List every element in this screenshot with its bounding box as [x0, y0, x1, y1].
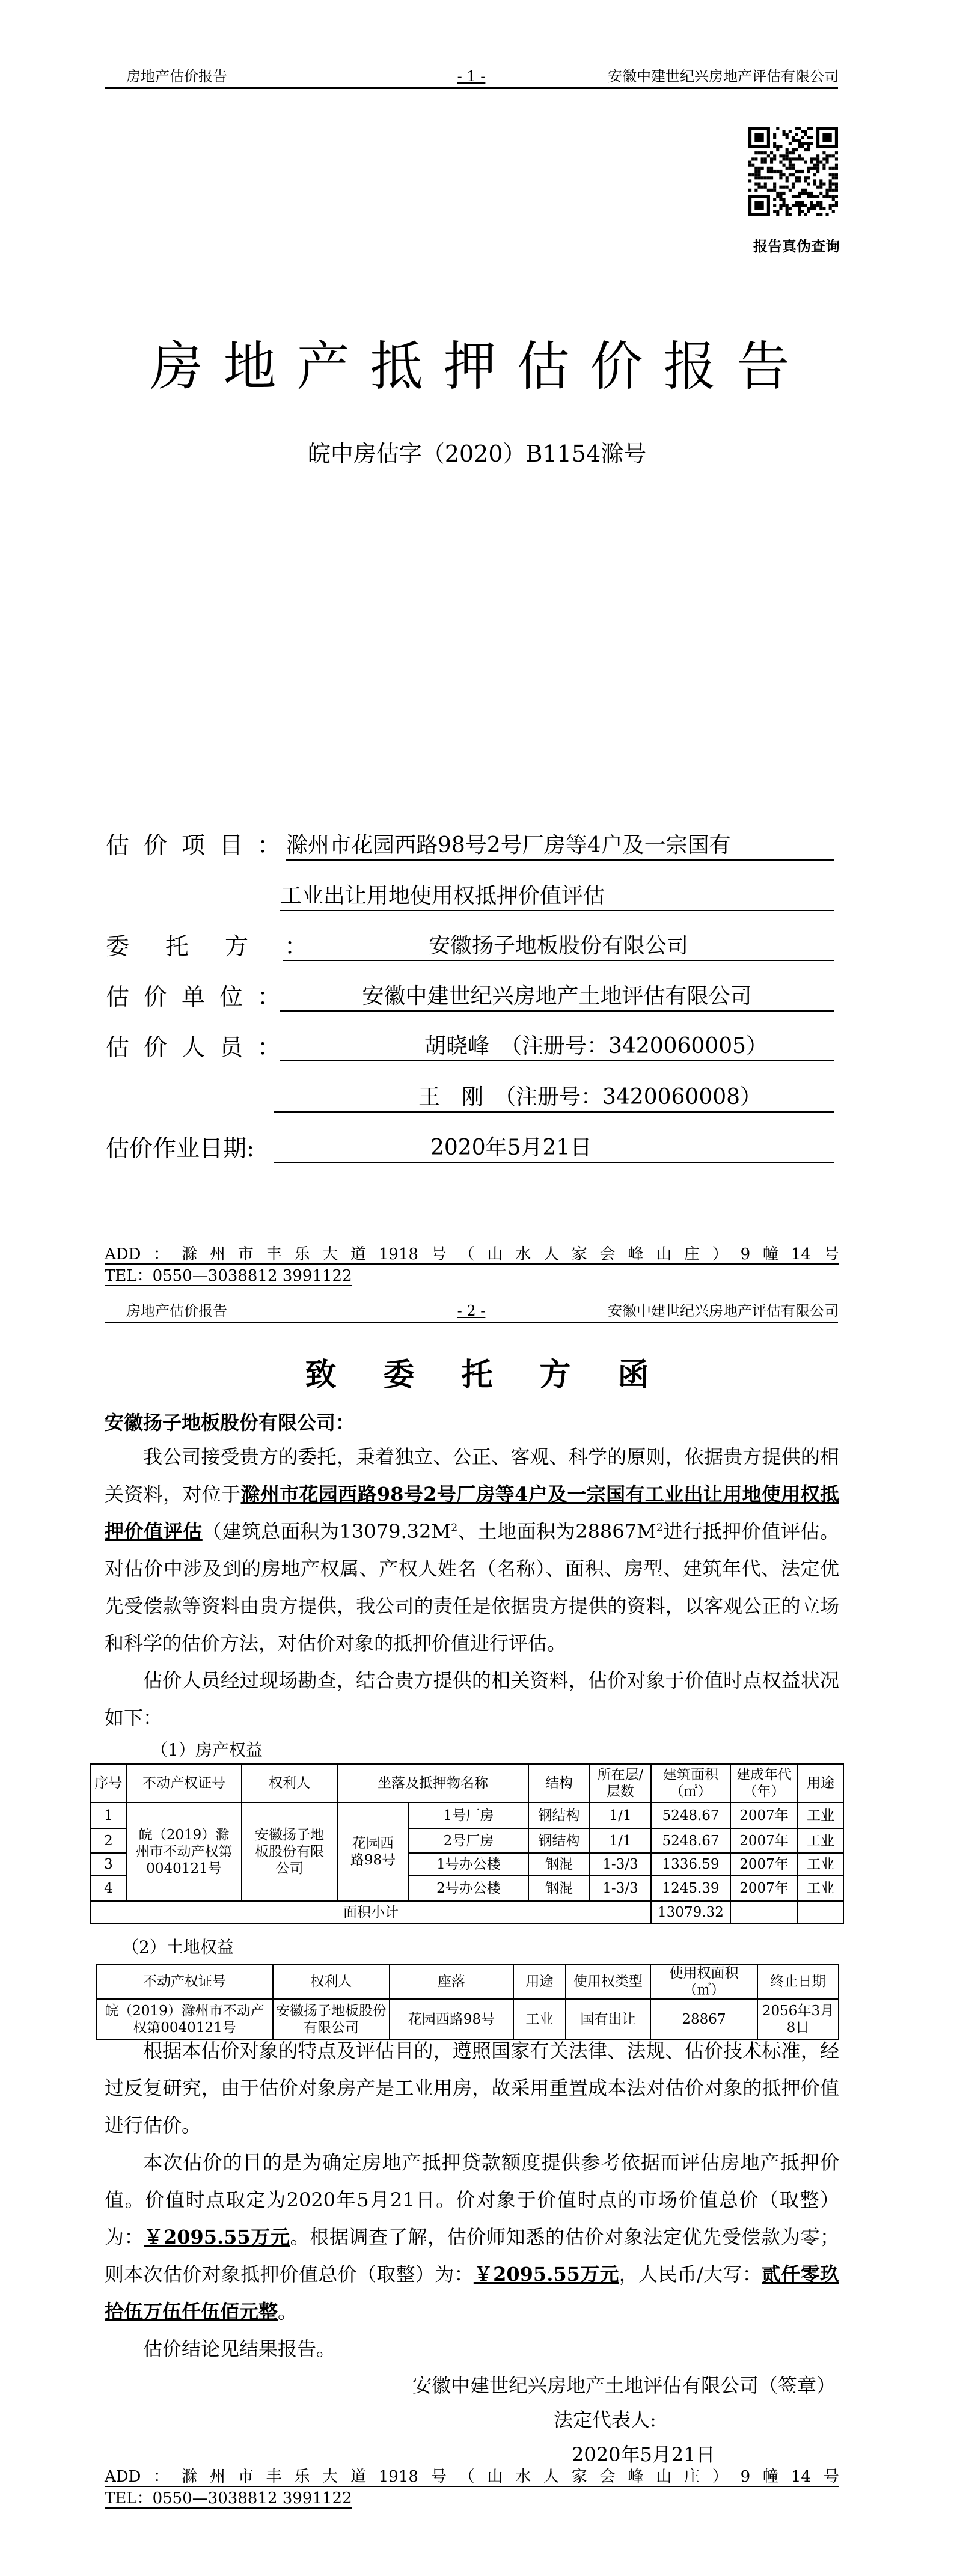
cell: 钢混	[528, 1853, 590, 1876]
table-row	[91, 1802, 843, 1828]
cell: 钢结构	[528, 1828, 590, 1853]
cell: 安徽扬子地板股份有限公司	[273, 1999, 390, 2039]
address-part: 会	[599, 2468, 616, 2486]
header-right: 安徽中建世纪兴房地产评估有限公司	[608, 1302, 839, 1319]
report-title: 房地产抵押估价报告	[150, 335, 810, 397]
cell: 钢结构	[528, 1802, 590, 1828]
header-cell: 座落	[390, 1964, 513, 1999]
text: （建筑总面积为13079.32M	[202, 1520, 451, 1543]
mortgage-value: ￥2095.55万元	[473, 2263, 619, 2286]
cell: 国有出让	[566, 1999, 650, 2039]
address-part: 号	[430, 1245, 447, 1263]
cell: 2007年	[730, 1802, 798, 1828]
legal-representative: 法定代表人:	[554, 2408, 656, 2431]
staff-value-1: 胡晓峰 （注册号：3420060005）	[280, 1033, 834, 1061]
paragraph-intro	[105, 1438, 839, 1662]
table-header-row	[91, 1764, 843, 1802]
paragraph-conclusion: 估价结论见结果报告。	[143, 2337, 336, 2360]
header-cell: 权利人	[273, 1964, 390, 1999]
cell: 工业	[798, 1802, 843, 1828]
text: 进行抵押价值评估。对估价中涉及到的房地产权属、产权人姓名（名称）、面积、房型、建筑年代、法定优先受偿款等资料由贵方提供，我公司的责任是依据贵方提供的资料，以客观公正的立场和科学的估价方法，对估价对象的抵押价值进行评估。	[105, 1520, 839, 1655]
cell: 28867	[650, 1999, 757, 2039]
address-part: 庄	[684, 2468, 700, 2486]
address-part: （	[459, 2468, 475, 2486]
address-part: 市	[237, 1245, 254, 1263]
date-value: 2020年5月21日	[274, 1134, 834, 1163]
cell: 2007年	[730, 1853, 798, 1876]
project-value-line1: 滁州市花园西路98号2号厂房等4户及一宗国有	[286, 832, 834, 861]
address-part: 市	[237, 2468, 254, 2486]
address-part: 号	[823, 1245, 839, 1263]
cell: 2号办公楼	[409, 1876, 528, 1901]
cell: 2	[91, 1828, 126, 1853]
text: 、土地面积为28867M	[457, 1520, 656, 1543]
cell: 3	[91, 1853, 126, 1876]
address-part: 丰	[266, 2468, 282, 2486]
header-right: 安徽中建世纪兴房地产评估有限公司	[608, 68, 839, 85]
page-number: - 1 -	[457, 68, 486, 85]
address-part: ：	[153, 2468, 170, 2486]
address-part: （	[459, 1245, 475, 1263]
superscript: 2	[451, 1522, 458, 1534]
address-part: 9	[740, 1245, 751, 1263]
project-label: 估价项目：	[106, 832, 296, 859]
subtotal-label: 面积小计	[91, 1901, 651, 1924]
cell: 工业	[798, 1828, 843, 1853]
cell: 工业	[513, 1999, 566, 2039]
paragraph-survey: 估价人员经过现场勘查，结合贵方提供的相关资料，估价对象于价值时点权益状况如下：	[105, 1669, 839, 1729]
unit-value: 安徽中建世纪兴房地产土地评估有限公司	[280, 983, 834, 1012]
address-part: 家	[571, 2468, 587, 2486]
address-part: 滁	[182, 2468, 198, 2486]
header-cell: 用途	[798, 1764, 843, 1802]
address-part: ADD	[105, 1245, 141, 1263]
header-left: 房地产估价报告	[126, 68, 227, 85]
staff-label: 估价人员：	[106, 1034, 296, 1061]
house-rights-table	[90, 1763, 844, 1924]
cell: 工业	[798, 1853, 843, 1876]
value-in-words: 贰仟零玖拾伍万伍仟伍佰元整	[105, 2263, 839, 2323]
report-number: 皖中房估字（2020）B1154滁号	[307, 441, 647, 467]
land-rights-table	[96, 1964, 839, 2040]
address-part: 水	[515, 2468, 531, 2486]
header-cell: 权利人	[242, 1764, 337, 1802]
address-part: 会	[599, 1245, 616, 1263]
address-part: 乐	[294, 1245, 310, 1263]
cert-cell: 皖（2019）滁州市不动产权第0040121号	[126, 1802, 242, 1901]
owner-cell: 安徽扬子地板股份有限公司	[242, 1802, 337, 1901]
address-part: 家	[571, 1245, 587, 1263]
address-part: 人	[543, 1245, 559, 1263]
cell: 2056年3月8日	[757, 1999, 839, 2039]
page-number: - 2 -	[457, 1302, 486, 1319]
address-part: 山	[656, 2468, 672, 2486]
client-value: 安徽扬子地板股份有限公司	[283, 932, 834, 961]
header-cell: 坐落及抵押物名称	[337, 1764, 528, 1802]
header-cell: 不动产权证号	[126, 1764, 242, 1802]
cell: 1	[91, 1802, 126, 1828]
cell: 2007年	[730, 1876, 798, 1901]
letter-title: 致委托方函	[305, 1357, 696, 1393]
text: 。根据调查了解，估价师知悉的估价对象法定优先受偿款为零；则本次估价对象抵押价值总价（取整）为：	[105, 2226, 839, 2286]
project-name: 滁州市花园西路98号2号厂房等4户及一宗国有工业出让用地使用权抵押价值评估	[105, 1483, 839, 1543]
cell: 1号办公楼	[409, 1853, 528, 1876]
address-part: 滁	[182, 1245, 198, 1263]
address-part: 14	[790, 1245, 811, 1263]
address-part: 1918	[378, 1245, 418, 1263]
qr-code-icon	[748, 127, 838, 216]
header-rule	[105, 1322, 838, 1323]
client-label: 委托方：	[106, 933, 344, 960]
table-header-row	[96, 1964, 839, 1999]
text: ，人民币/大写：	[619, 2263, 762, 2286]
signature-company: 安徽中建世纪兴房地产土地评估有限公司（签章）	[412, 2374, 836, 2397]
cell: 2007年	[730, 1828, 798, 1853]
address-part: 9	[740, 2468, 751, 2486]
section-land-rights: （2）土地权益	[122, 1937, 234, 1957]
address-part: 号	[823, 2468, 839, 2486]
header-cell: 终止日期	[757, 1964, 839, 1999]
address-part: 水	[515, 1245, 531, 1263]
cell	[798, 1901, 843, 1924]
address-part: 山	[487, 2468, 503, 2486]
address-part: 1918	[378, 2468, 418, 2486]
date-label: 估价作业日期:	[106, 1135, 255, 1162]
paragraph-value	[105, 2144, 839, 2330]
header-cell: 建成年代（年）	[730, 1764, 798, 1802]
cell: 1336.59	[651, 1853, 730, 1876]
address-part: 道	[350, 2468, 366, 2486]
address-part: 幢	[763, 2468, 779, 2486]
address-part: 州	[209, 1245, 225, 1263]
cell: 4	[91, 1876, 126, 1901]
cell: 1/1	[590, 1828, 651, 1853]
address-part: 道	[350, 1245, 366, 1263]
address-part: 乐	[294, 2468, 310, 2486]
text: 本次估价的目的是为确定房地产抵押贷款额度提供参考依据而评估房地产抵押价值。价值时点取定为2020年5月21日。价对象于价值时点的市场价值总价（取整）为：	[105, 2151, 839, 2248]
project-value-line2: 工业出让用地使用权抵押价值评估	[280, 882, 834, 911]
cell: 工业	[798, 1876, 843, 1901]
staff-value-2: 王 刚 （注册号：3420060008）	[274, 1084, 834, 1113]
address-part: 峰	[628, 2468, 644, 2486]
header-cell: 序号	[91, 1764, 126, 1802]
address-part: 庄	[684, 1245, 700, 1263]
address-part: ）	[712, 2468, 728, 2486]
cell: 1245.39	[651, 1876, 730, 1901]
address-part: 州	[209, 2468, 225, 2486]
address-part: ADD	[105, 2468, 141, 2486]
address-part: 人	[543, 2468, 559, 2486]
address-part: 号	[430, 2468, 447, 2486]
cell: 钢混	[528, 1876, 590, 1901]
footer-address	[105, 2468, 839, 2487]
letter-body-2	[105, 2032, 839, 2367]
superscript: 2	[656, 1522, 663, 1534]
footer-address	[105, 1245, 839, 1265]
address-part: 大	[322, 1245, 338, 1263]
header-cell: 不动产权证号	[96, 1964, 273, 1999]
market-value: ￥2095.55万元	[144, 2226, 290, 2248]
header-cell: 所在层/层数	[590, 1764, 651, 1802]
salutation: 安徽扬子地板股份有限公司：	[105, 1411, 355, 1434]
signature-date: 2020年5月21日	[572, 2443, 715, 2466]
header-left: 房地产估价报告	[126, 1302, 227, 1319]
subtotal-row	[91, 1901, 843, 1924]
subtotal-value: 13079.32	[651, 1901, 730, 1924]
address-part: ：	[153, 1245, 170, 1263]
cell: 花园西路98号	[390, 1999, 513, 2039]
header-cell: 用途	[513, 1964, 566, 1999]
footer-tel: TEL：0550—3038812 3991122	[105, 1267, 352, 1285]
text: 我公司接受贵方的委托，秉着独立、公正、客观、科学的原则，依据贵方提供的相关资料，对位于	[105, 1445, 839, 1506]
address-part: 丰	[266, 1245, 282, 1263]
address-part: 山	[487, 1245, 503, 1263]
header-cell: 结构	[528, 1764, 590, 1802]
location-cell: 花园西路98号	[337, 1802, 409, 1901]
cell: 5248.67	[651, 1828, 730, 1853]
header-cell: 建筑面积（㎡）	[651, 1764, 730, 1802]
cell: 1号厂房	[409, 1802, 528, 1828]
address-part: ）	[712, 1245, 728, 1263]
section-house-rights: （1）房产权益	[151, 1740, 263, 1760]
footer-tel: TEL：0550—3038812 3991122	[105, 2489, 352, 2507]
cell: 1-3/3	[590, 1876, 651, 1901]
header-rule	[105, 87, 838, 89]
cell: 2号厂房	[409, 1828, 528, 1853]
cell: 1-3/3	[590, 1853, 651, 1876]
header-cell: 使用权面积（㎡）	[650, 1964, 757, 1999]
text: 。	[278, 2300, 298, 2323]
cell: 5248.67	[651, 1802, 730, 1828]
paragraph-method: 根据本估价对象的特点及评估目的，遵照国家有关法律、法规、估价技术标准，经过反复研究，由于估价对象房产是工业用房，故采用重置成本法对估价对象的抵押价值进行估价。	[105, 2039, 839, 2137]
address-part: 14	[790, 2468, 811, 2486]
qr-caption: 报告真伪查询	[753, 237, 840, 255]
letter-body-1	[105, 1438, 839, 1736]
header-cell: 使用权类型	[566, 1964, 650, 1999]
address-part: 大	[322, 2468, 338, 2486]
unit-label: 估价单位：	[106, 984, 296, 1011]
cell: 1/1	[590, 1802, 651, 1828]
cell	[730, 1901, 798, 1924]
address-part: 幢	[763, 1245, 779, 1263]
address-part: 山	[656, 1245, 672, 1263]
cell: 皖（2019）滁州市不动产权第0040121号	[96, 1999, 273, 2039]
address-part: 峰	[628, 1245, 644, 1263]
